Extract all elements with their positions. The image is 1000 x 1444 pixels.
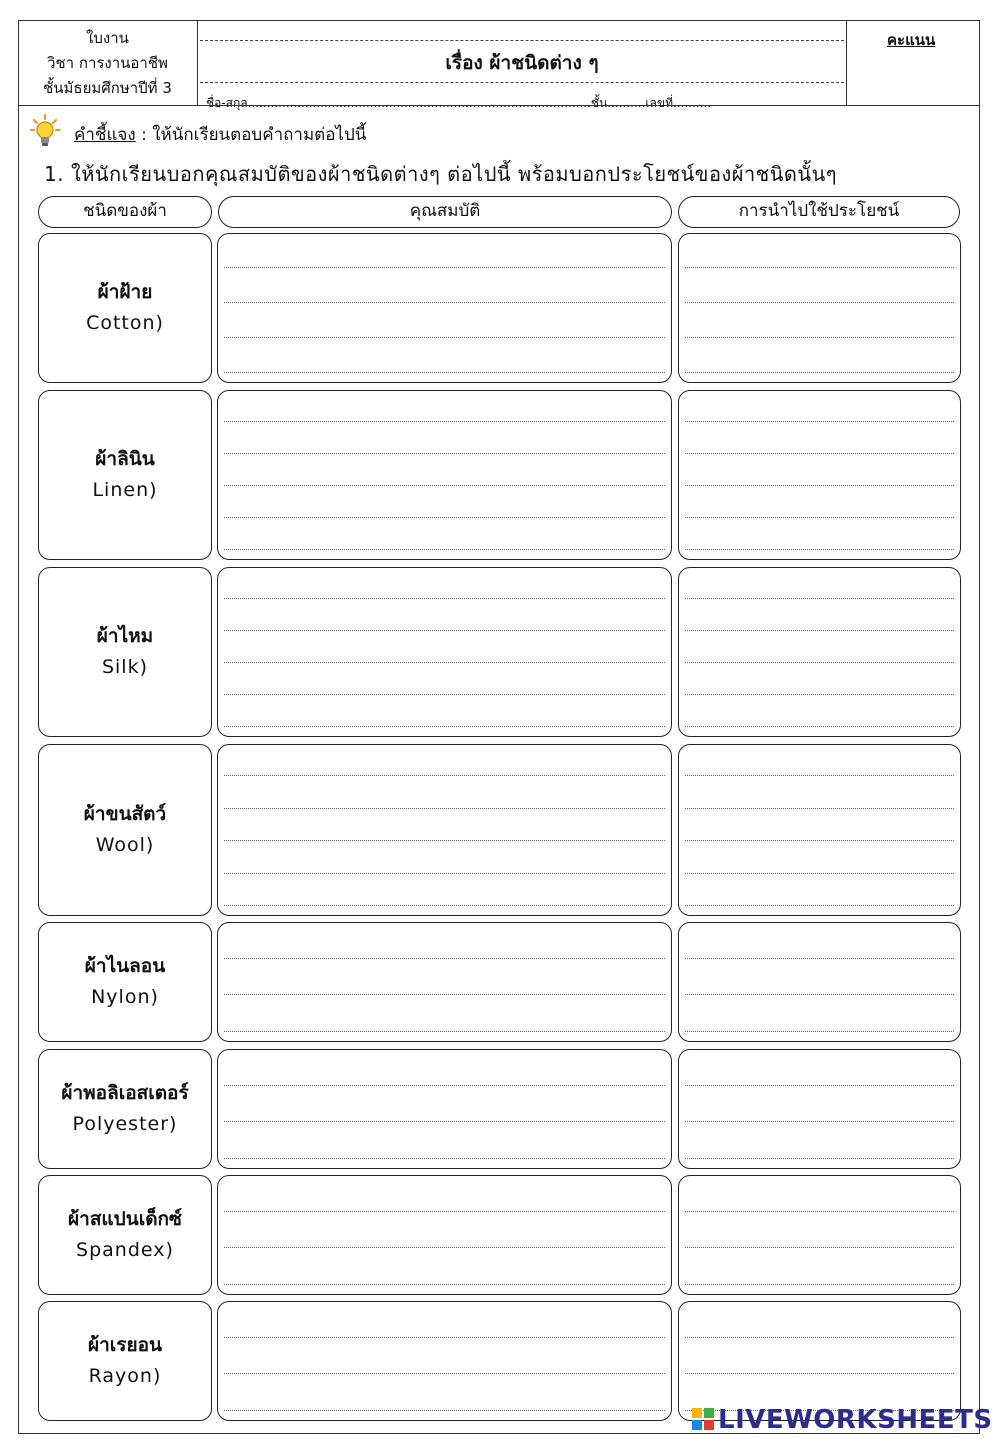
writing-lines [224, 923, 665, 1041]
answer-line[interactable] [224, 994, 665, 995]
column-header-properties: คุณสมบัติ [218, 196, 672, 228]
answer-line[interactable] [224, 337, 665, 338]
answer-line[interactable] [685, 840, 954, 841]
properties-answer-box[interactable] [217, 1049, 672, 1169]
usage-answer-box[interactable] [678, 1301, 961, 1421]
answer-line[interactable] [685, 517, 954, 518]
liveworksheets-logo [692, 1408, 714, 1430]
header-divider [198, 105, 846, 106]
writing-lines [224, 1176, 665, 1294]
fabric-type-cell [38, 922, 212, 1042]
answer-line[interactable] [224, 662, 665, 663]
worksheet-label: ใบงาน [86, 29, 129, 47]
answer-line[interactable] [224, 1031, 665, 1032]
answer-line[interactable] [224, 873, 665, 874]
answer-line[interactable] [224, 1247, 665, 1248]
instruction-text: : ให้นักเรียนตอบคำถามต่อไปนี้ [135, 125, 367, 145]
writing-lines [224, 391, 665, 559]
fabric-english-name: Wool) [95, 834, 155, 856]
answer-line[interactable] [224, 485, 665, 486]
answer-line[interactable] [685, 549, 954, 550]
usage-answer-box[interactable] [678, 922, 961, 1042]
properties-answer-box[interactable] [217, 390, 672, 560]
writing-lines [685, 568, 954, 736]
usage-answer-box[interactable] [678, 1049, 961, 1169]
header-info [18, 20, 198, 106]
fabric-thai-name: ผ้าไหม [96, 625, 154, 647]
subject-label: วิชา การงานอาชีพ [47, 54, 168, 72]
writing-lines [224, 234, 665, 382]
answer-line[interactable] [224, 1121, 665, 1122]
answer-line[interactable] [685, 267, 954, 268]
fabric-english-name: Nylon) [91, 986, 159, 1008]
writing-lines [685, 923, 954, 1041]
fabric-english-name: Linen) [92, 479, 158, 501]
fabric-english-name: Polyester) [72, 1113, 178, 1135]
fabric-type-cell [38, 1301, 212, 1421]
writing-lines [224, 1302, 665, 1420]
answer-line[interactable] [224, 905, 665, 906]
answer-line[interactable] [685, 905, 954, 906]
answer-line[interactable] [685, 337, 954, 338]
properties-answer-box[interactable] [217, 744, 672, 916]
fabric-type-cell [38, 1049, 212, 1169]
answer-line[interactable] [224, 1373, 665, 1374]
fabric-type-cell [38, 744, 212, 916]
answer-line[interactable] [685, 1337, 954, 1338]
answer-line[interactable] [685, 1158, 954, 1159]
answer-line[interactable] [685, 662, 954, 663]
column-header-type: ชนิดของผ้า [38, 196, 212, 228]
answer-line[interactable] [224, 1337, 665, 1338]
answer-line[interactable] [685, 1284, 954, 1285]
writing-lines [685, 1176, 954, 1294]
answer-line[interactable] [685, 1085, 954, 1086]
question-1: 1. ให้นักเรียนบอกคุณสมบัติของผ้าชนิดต่างๆ ต่อไปนี้ พร้อมบอกประโยชน์ของผ้าชนิดนั้นๆ [44, 162, 838, 186]
properties-answer-box[interactable] [217, 233, 672, 383]
answer-line[interactable] [224, 267, 665, 268]
properties-answer-box[interactable] [217, 1301, 672, 1421]
fabric-thai-name: ผ้าพอลิเอสเตอร์ [61, 1082, 189, 1104]
answer-line[interactable] [685, 302, 954, 303]
writing-lines [685, 1302, 954, 1420]
answer-line[interactable] [224, 302, 665, 303]
fabric-thai-name: ผ้าสแปนเด็กซ์ [68, 1208, 182, 1230]
fabric-type-cell [38, 390, 212, 560]
fabric-thai-name: ผ้าลินิน [95, 448, 155, 470]
answer-line[interactable] [685, 873, 954, 874]
answer-line[interactable] [224, 1085, 665, 1086]
score-label: คะแนน [887, 31, 936, 49]
properties-answer-box[interactable] [217, 567, 672, 737]
answer-line[interactable] [685, 1373, 954, 1374]
page-title: เรื่อง ผ้าชนิดต่าง ๆ [445, 52, 599, 74]
writing-lines [685, 745, 954, 915]
writing-lines [685, 1050, 954, 1168]
fabric-english-name: Cotton) [86, 312, 164, 334]
writing-lines [224, 568, 665, 736]
fabric-thai-name: ผ้าไนลอน [84, 955, 166, 977]
fabric-english-name: Spandex) [76, 1239, 174, 1261]
answer-line[interactable] [685, 694, 954, 695]
watermark-text: LIVEWORKSHEETS [718, 1405, 993, 1435]
fabric-english-name: Rayon) [88, 1365, 162, 1387]
answer-line[interactable] [685, 1247, 954, 1248]
usage-answer-box[interactable] [678, 1175, 961, 1295]
answer-line[interactable] [685, 1031, 954, 1032]
lightbulb-icon [30, 114, 60, 148]
answer-line[interactable] [685, 1211, 954, 1212]
instruction-label: คำชี้แจง [74, 125, 136, 145]
answer-line[interactable] [685, 1121, 954, 1122]
instruction [74, 121, 366, 148]
properties-answer-box[interactable] [217, 1175, 672, 1295]
answer-line[interactable] [685, 808, 954, 809]
writing-lines [224, 1050, 665, 1168]
answer-line[interactable] [224, 421, 665, 422]
fabric-thai-name: ผ้าขนสัตว์ [83, 803, 167, 825]
answer-line[interactable] [224, 1158, 665, 1159]
usage-answer-box[interactable] [678, 390, 961, 560]
writing-lines [224, 745, 665, 915]
grade-label: ชั้นมัธยมศึกษาปีที่ 3 [43, 79, 172, 97]
answer-line[interactable] [685, 421, 954, 422]
header-dashed-line-bottom [200, 82, 844, 83]
writing-lines [685, 391, 954, 559]
answer-line[interactable] [685, 726, 954, 727]
usage-answer-box[interactable] [678, 567, 961, 737]
answer-line[interactable] [224, 808, 665, 809]
answer-line[interactable] [685, 775, 954, 776]
answer-line[interactable] [685, 485, 954, 486]
answer-line[interactable] [685, 630, 954, 631]
answer-line[interactable] [224, 453, 665, 454]
answer-line[interactable] [224, 1211, 665, 1212]
usage-answer-box[interactable] [678, 233, 961, 383]
answer-line[interactable] [224, 598, 665, 599]
answer-line[interactable] [224, 958, 665, 959]
fabric-thai-name: ผ้าฝ้าย [97, 281, 153, 303]
answer-line[interactable] [224, 1410, 665, 1411]
fabric-type-cell [38, 1175, 212, 1295]
answer-line[interactable] [685, 453, 954, 454]
column-header-usage: การนำไปใช้ประโยชน์ [678, 196, 960, 228]
answer-line[interactable] [685, 598, 954, 599]
fabric-english-name: Silk) [101, 656, 149, 678]
answer-line[interactable] [224, 726, 665, 727]
usage-answer-box[interactable] [678, 744, 961, 916]
answer-line[interactable] [224, 775, 665, 776]
answer-line[interactable] [224, 517, 665, 518]
answer-line[interactable] [685, 994, 954, 995]
answer-line[interactable] [685, 372, 954, 373]
score-box [846, 20, 980, 106]
answer-line[interactable] [224, 549, 665, 550]
answer-line[interactable] [224, 372, 665, 373]
name-field[interactable]: ชื่อ-สกุล..........................................................................................ชั้น..........เลขที่.......... [206, 96, 712, 110]
fabric-thai-name: ผ้าเรยอน [87, 1334, 163, 1356]
fabric-type-cell [38, 567, 212, 737]
answer-line[interactable] [224, 694, 665, 695]
answer-line[interactable] [685, 958, 954, 959]
answer-line[interactable] [224, 840, 665, 841]
properties-answer-box[interactable] [217, 922, 672, 1042]
answer-line[interactable] [224, 630, 665, 631]
answer-line[interactable] [224, 1284, 665, 1285]
fabric-type-cell [38, 233, 212, 383]
header-dashed-line-top [200, 40, 844, 41]
writing-lines [685, 234, 954, 382]
